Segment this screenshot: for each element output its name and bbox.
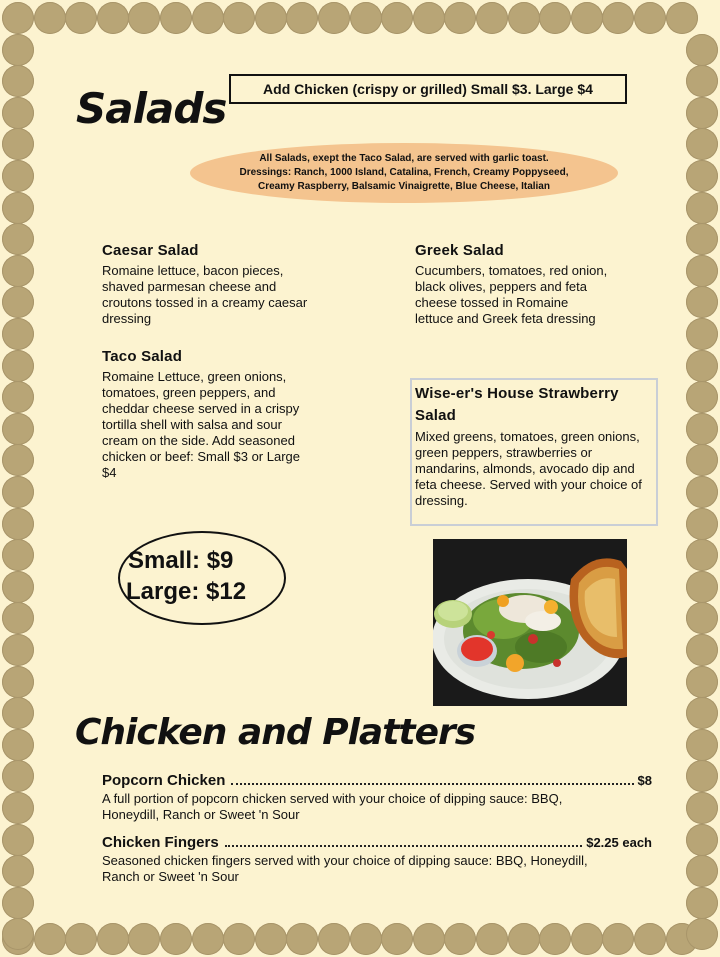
border-dot: [2, 602, 34, 634]
border-dot: [2, 255, 34, 287]
menu-item-popcorn-chicken: [102, 773, 652, 823]
border-dot: [686, 444, 718, 476]
border-dot: [686, 350, 718, 382]
menu-item-house-strawberry-salad: [415, 383, 651, 509]
border-dot: [223, 2, 255, 34]
item-description: Romaine lettuce, bacon pieces, shaved parmesan cheese and croutons tossed in a creamy caesar dressing: [102, 263, 308, 326]
border-dot: [2, 444, 34, 476]
item-description: A full portion of popcorn chicken served with your choice of dipping sauce: BBQ, Honeydill, Ranch or Sweet 'n Sour: [102, 791, 563, 822]
salads-title: Salads: [76, 84, 227, 133]
border-dot: [2, 923, 34, 955]
border-dot: [686, 729, 718, 761]
border-dot: [686, 65, 718, 97]
border-dot: [2, 887, 34, 919]
item-name: Chicken Fingers: [102, 834, 219, 851]
border-dot: [539, 2, 571, 34]
border-dot: [444, 2, 476, 34]
border-dot: [65, 2, 97, 34]
item-price: $8: [637, 773, 652, 788]
dot-leader: [231, 783, 633, 785]
border-dot: [508, 923, 540, 955]
border-dot: [2, 160, 34, 192]
border-dot: [686, 634, 718, 666]
dot-leader: [225, 845, 583, 847]
border-dot: [571, 2, 603, 34]
border-dot: [686, 760, 718, 792]
border-dot: [602, 923, 634, 955]
border-dot: [539, 923, 571, 955]
border-dot: [686, 539, 718, 571]
border-dot: [686, 160, 718, 192]
border-dot: [686, 34, 718, 66]
border-dot: [686, 318, 718, 350]
salad-info-line: Dressings: Ranch, 1000 Island, Catalina, French, Creamy Poppyseed,: [239, 167, 569, 178]
salad-info-line: All Salads, exept the Taco Salad, are served with garlic toast.: [259, 153, 549, 164]
border-dot: [2, 792, 34, 824]
border-dot: [2, 34, 34, 66]
item-description: Cucumbers, tomatoes, red onion, black olives, peppers and feta cheese tossed in Romaine lettuce and Greek feta dressing: [415, 263, 608, 326]
item-description: Romaine Lettuce, green onions, tomatoes, green peppers, and cheddar cheese served in a crispy tortilla shell with salsa and sour cream on the side. Add seasoned chicken or beef: Small $3 or Large $4: [102, 369, 300, 480]
border-dot: [2, 350, 34, 382]
border-dot: [2, 413, 34, 445]
border-dot: [686, 887, 718, 919]
border-dot: [2, 634, 34, 666]
add-chicken-note: Add Chicken (crispy or grilled) Small $3. Large $4: [229, 74, 627, 104]
border-dot: [686, 602, 718, 634]
border-dot: [192, 923, 224, 955]
border-dot: [508, 2, 540, 34]
border-dot: [476, 2, 508, 34]
border-dot: [97, 923, 129, 955]
border-dot: [192, 2, 224, 34]
border-dot: [2, 571, 34, 603]
border-dot: [128, 2, 160, 34]
border-dot: [2, 539, 34, 571]
item-description: Seasoned chicken fingers served with your choice of dipping sauce: BBQ, Honeydill, Ranch or Sweet 'n Sour: [102, 853, 588, 884]
border-dot: [634, 2, 666, 34]
border-dot: [686, 413, 718, 445]
border-dot: [686, 918, 718, 950]
border-dot: [2, 476, 34, 508]
border-dot: [381, 923, 413, 955]
border-dot: [686, 476, 718, 508]
price-small: Small: $9: [128, 547, 234, 574]
border-dot: [381, 2, 413, 34]
border-dot: [413, 2, 445, 34]
border-dot: [686, 255, 718, 287]
border-dot: [160, 2, 192, 34]
border-dot: [128, 923, 160, 955]
border-dot: [318, 2, 350, 34]
border-dot: [686, 192, 718, 224]
border-dot: [286, 923, 318, 955]
border-dot: [2, 97, 34, 129]
item-name: Taco Salad: [102, 348, 183, 365]
border-dot: [2, 760, 34, 792]
border-dot: [2, 286, 34, 318]
border-dot: [34, 923, 66, 955]
menu-item-taco-salad: [102, 348, 312, 481]
menu-item-caesar-salad: [102, 242, 312, 327]
border-dot: [318, 923, 350, 955]
border-dot: [686, 381, 718, 413]
border-dot: [686, 792, 718, 824]
item-name: Greek Salad: [415, 242, 504, 259]
salad-photo: [433, 539, 627, 706]
border-dot: [686, 666, 718, 698]
salad-info-line: Creamy Raspberry, Balsamic Vinaigrette, Blue Cheese, Italian: [258, 181, 550, 192]
border-dot: [666, 2, 698, 34]
border-dot: [686, 855, 718, 887]
border-dot: [686, 571, 718, 603]
item-description: Mixed greens, tomatoes, green onions, green peppers, strawberries or mandarins, almonds, avocado dip and feta cheese. Served with your choice of dressing.: [415, 429, 642, 508]
border-dot: [2, 918, 34, 950]
border-dot: [444, 923, 476, 955]
price-large: Large: $12: [126, 578, 247, 605]
border-dot: [571, 923, 603, 955]
border-dot: [255, 2, 287, 34]
border-dot: [2, 2, 34, 34]
border-dot: [634, 923, 666, 955]
border-dot: [2, 128, 34, 160]
salad-plate-image: [433, 539, 627, 706]
border-dot: [2, 223, 34, 255]
border-dot: [413, 923, 445, 955]
border-dot: [686, 824, 718, 856]
border-dot: [2, 318, 34, 350]
menu-item-greek-salad: [415, 242, 610, 327]
border-dot: [2, 65, 34, 97]
border-dot: [2, 824, 34, 856]
border-dot: [686, 286, 718, 318]
border-dot: [602, 2, 634, 34]
salad-prices: [128, 545, 246, 607]
menu-item-chicken-fingers: [102, 835, 652, 885]
chicken-platters-title: Chicken and Platters: [75, 712, 476, 753]
border-dot: [686, 697, 718, 729]
item-price: $2.25 each: [586, 835, 652, 850]
border-dot: [97, 2, 129, 34]
border-dot: [350, 923, 382, 955]
border-dot: [2, 508, 34, 540]
item-name: Wise-er's House Strawberry Salad: [415, 385, 619, 424]
border-dot: [350, 2, 382, 34]
border-dot: [686, 97, 718, 129]
border-dot: [686, 508, 718, 540]
border-dot: [223, 923, 255, 955]
border-dot: [65, 923, 97, 955]
item-name: Popcorn Chicken: [102, 772, 226, 789]
border-dot: [160, 923, 192, 955]
border-dot: [2, 666, 34, 698]
item-name: Caesar Salad: [102, 242, 199, 259]
border-dot: [666, 923, 698, 955]
salad-info-oval: [190, 143, 618, 203]
border-dot: [34, 2, 66, 34]
border-dot: [686, 128, 718, 160]
border-dot: [686, 223, 718, 255]
border-dot: [2, 192, 34, 224]
border-dot: [2, 697, 34, 729]
border-dot: [2, 381, 34, 413]
border-dot: [2, 729, 34, 761]
border-dot: [255, 923, 287, 955]
border-dot: [2, 855, 34, 887]
border-dot: [286, 2, 318, 34]
border-dot: [476, 923, 508, 955]
